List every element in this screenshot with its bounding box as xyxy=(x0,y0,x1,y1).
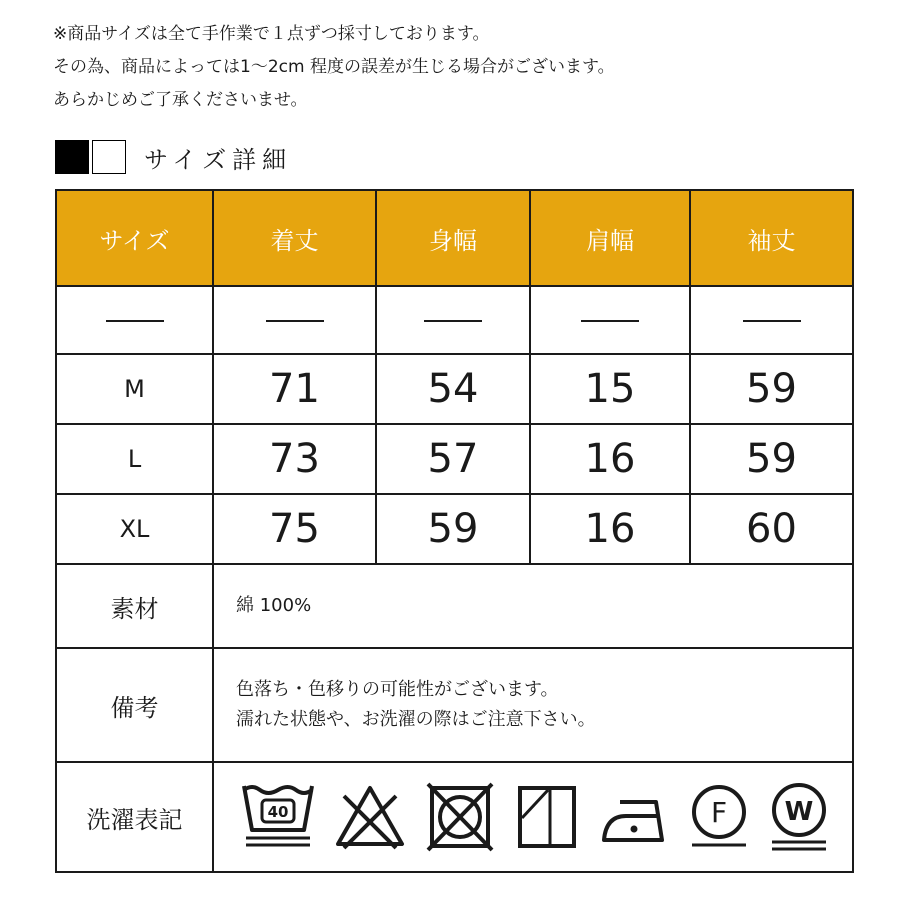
dash-mark xyxy=(106,320,164,322)
header-sleeve: 袖丈 xyxy=(690,190,853,286)
remarks-line: 濡れた状態や、お洗濯の際はご注意下さい。 xyxy=(236,709,596,730)
remarks-label: 備考 xyxy=(56,648,213,762)
dash-mark xyxy=(266,320,324,322)
note-line: あらかじめご了承くださいませ。 xyxy=(53,90,308,110)
note-line: ※商品サイズは全て手作業で１点ずつ採寸しております。 xyxy=(53,24,490,44)
care-icons-cell xyxy=(213,762,853,872)
header-width: 身幅 xyxy=(376,190,530,286)
wet-clean-letter: W xyxy=(784,797,814,827)
value-cell: 59 xyxy=(690,424,853,494)
note-line: その為、商品によっては1～2cm 程度の誤差が生じる場合がございます。 xyxy=(53,57,615,77)
section-title-row xyxy=(55,139,292,175)
section-title: サイズ詳細 xyxy=(144,145,293,174)
size-label: L xyxy=(56,424,213,494)
dash-mark xyxy=(424,320,482,322)
value-cell: 59 xyxy=(690,354,853,424)
table-row xyxy=(56,354,853,424)
material-label: 素材 xyxy=(56,564,213,648)
material-value: 綿 100% xyxy=(213,564,853,648)
table-header-row xyxy=(56,190,853,286)
remarks-row xyxy=(56,648,853,762)
value-cell: 59 xyxy=(376,494,530,564)
size-label: XL xyxy=(56,494,213,564)
care-label: 洗濯表記 xyxy=(56,762,213,872)
value-cell: 15 xyxy=(530,354,690,424)
dash-mark xyxy=(581,320,639,322)
value-cell: 54 xyxy=(376,354,530,424)
header-length: 着丈 xyxy=(213,190,376,286)
dash-row xyxy=(56,286,853,354)
wash-temp-text: 40 xyxy=(267,803,289,821)
dry-clean-f-icon xyxy=(688,782,750,852)
value-cell: 75 xyxy=(213,494,376,564)
black-square-icon xyxy=(55,140,89,174)
value-cell: 57 xyxy=(376,424,530,494)
remarks-line: 色落ち・色移りの可能性がございます。 xyxy=(236,679,559,700)
remarks-text xyxy=(213,648,853,762)
header-size: サイズ xyxy=(56,190,213,286)
wash-40-tub-icon xyxy=(240,782,316,852)
value-cell: 60 xyxy=(690,494,853,564)
value-cell: 16 xyxy=(530,494,690,564)
iron-low-icon xyxy=(598,782,670,852)
no-bleach-icon xyxy=(334,782,406,852)
header-shoulder: 肩幅 xyxy=(530,190,690,286)
size-table xyxy=(55,189,854,873)
line-dry-icon xyxy=(514,782,580,852)
white-square-icon xyxy=(92,140,126,174)
wet-clean-w-icon xyxy=(768,782,830,852)
care-row xyxy=(56,762,853,872)
size-label: M xyxy=(56,354,213,424)
no-tumble-dry-icon xyxy=(424,782,496,852)
dry-clean-letter: F xyxy=(710,796,728,829)
dash-mark xyxy=(743,320,801,322)
table-row xyxy=(56,424,853,494)
value-cell: 16 xyxy=(530,424,690,494)
size-notes xyxy=(53,18,615,117)
table-row xyxy=(56,494,853,564)
value-cell: 71 xyxy=(213,354,376,424)
value-cell: 73 xyxy=(213,424,376,494)
material-row xyxy=(56,564,853,648)
